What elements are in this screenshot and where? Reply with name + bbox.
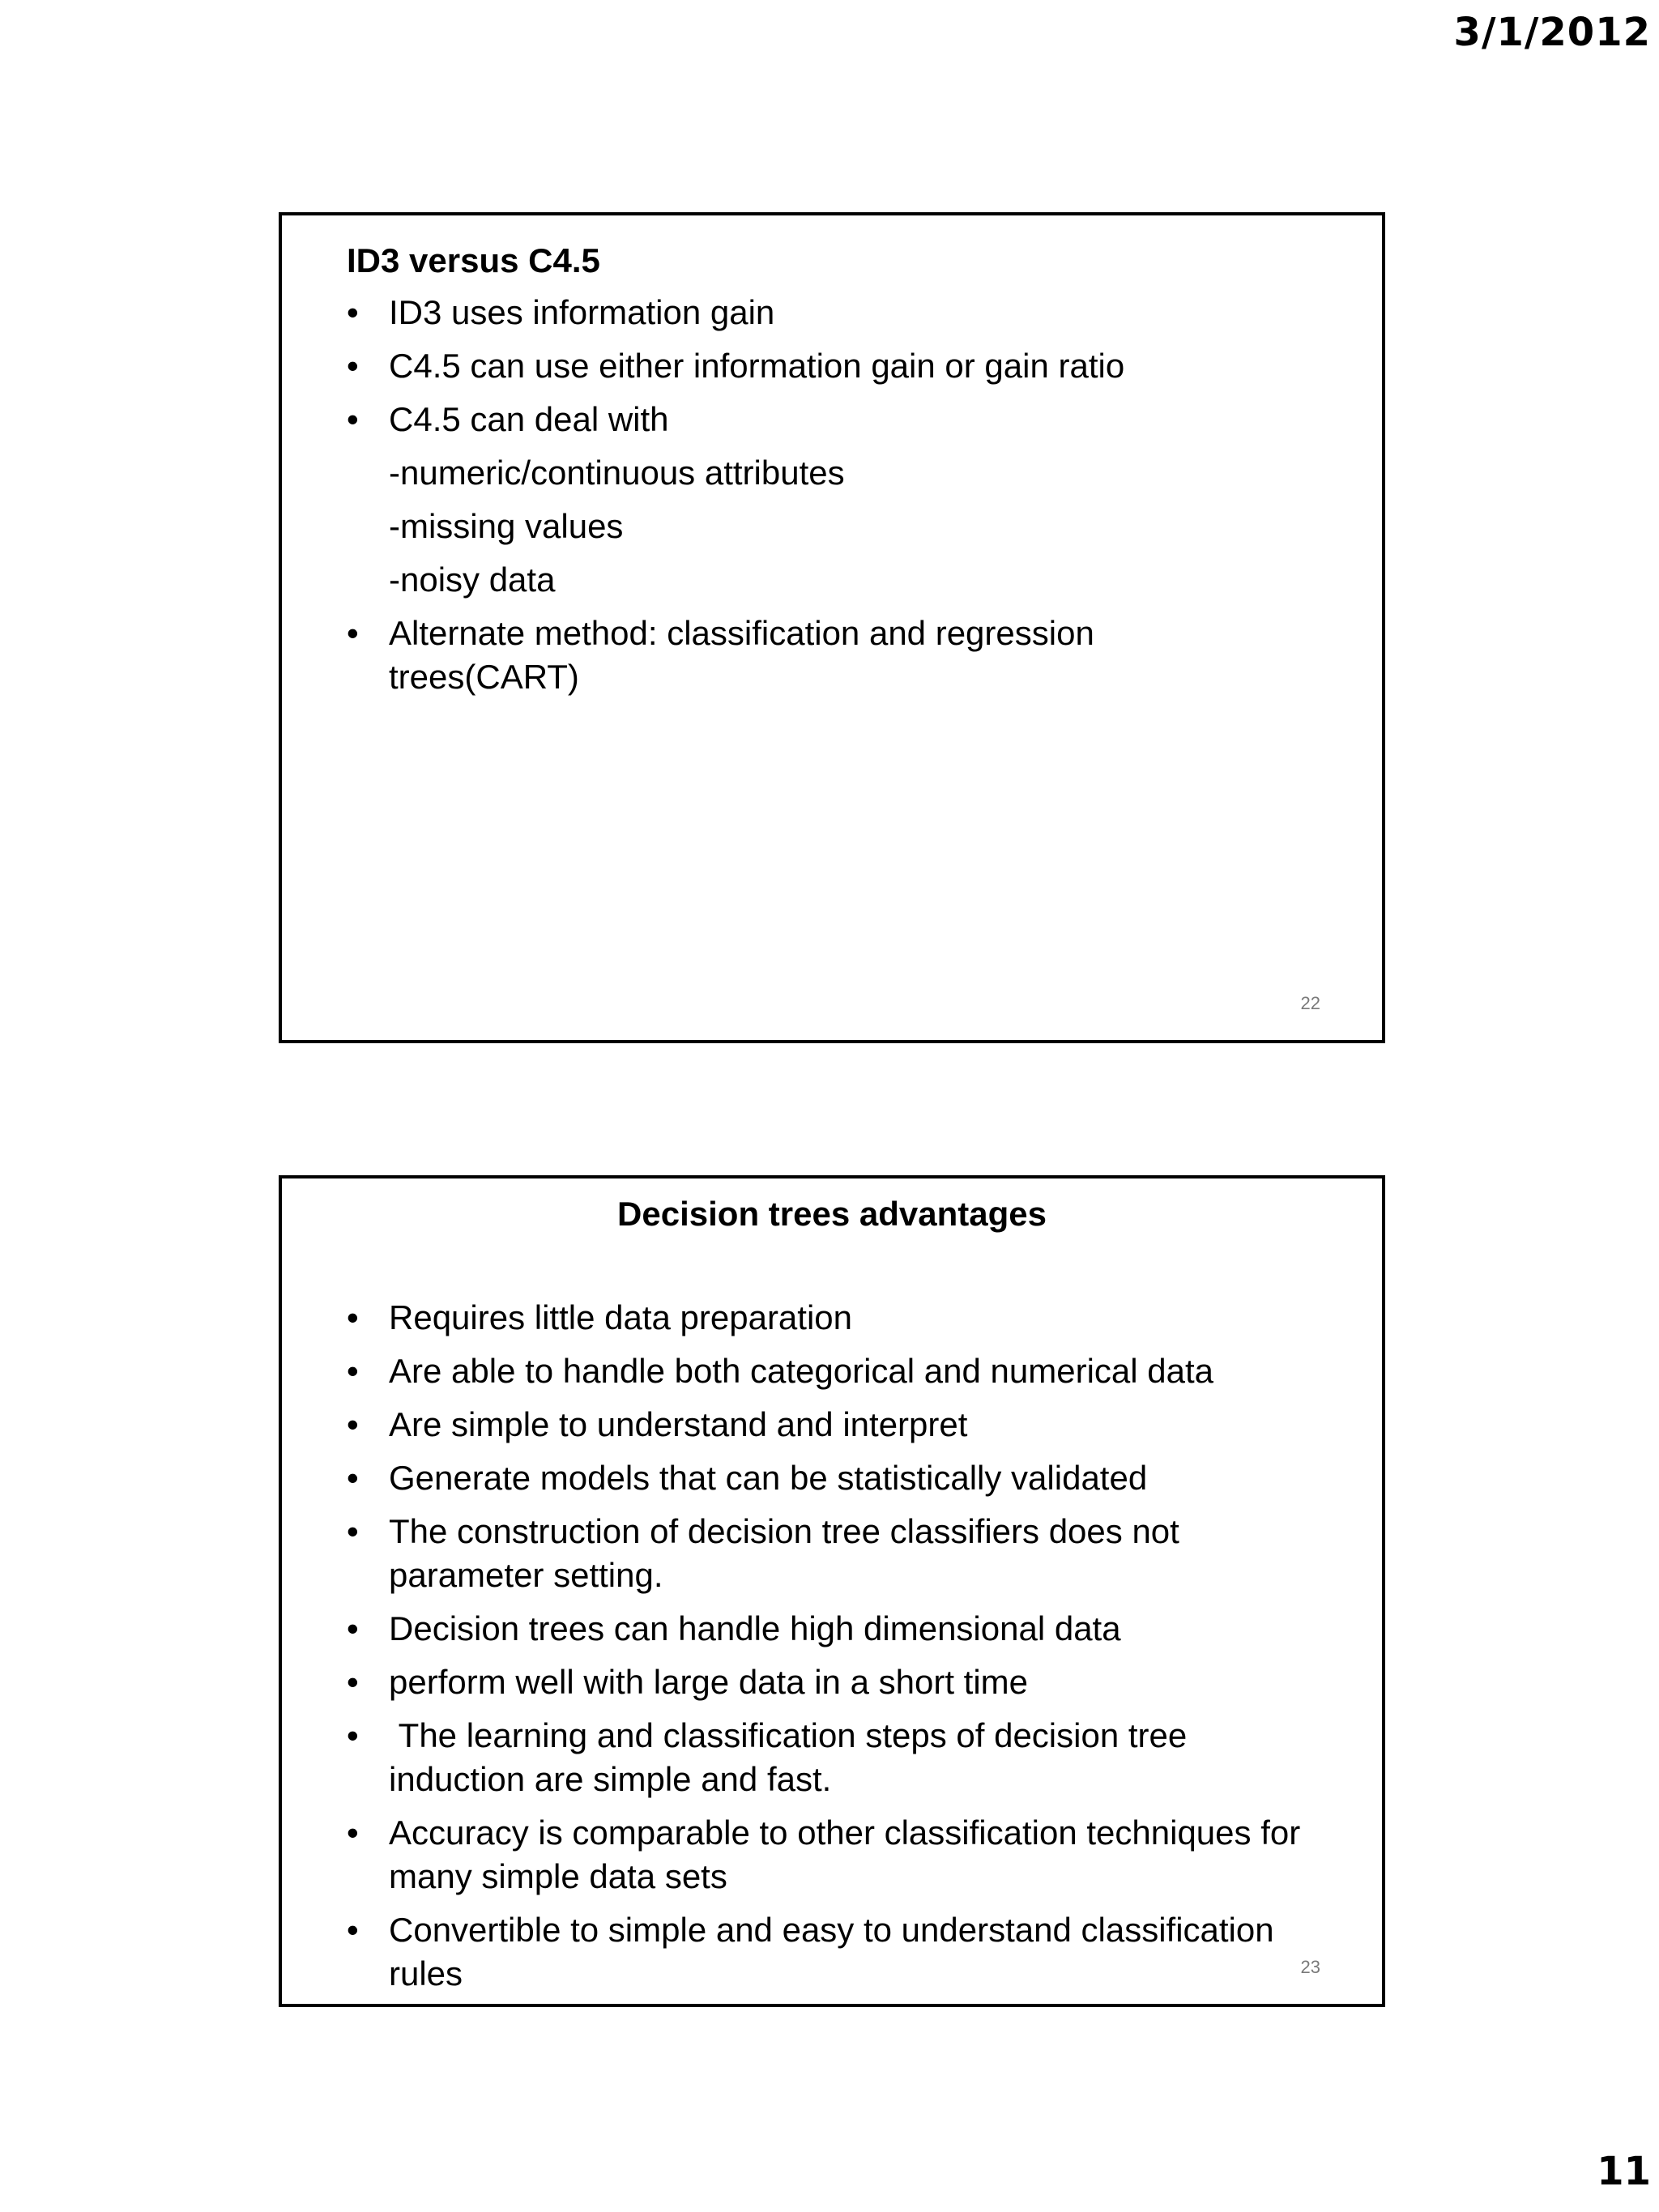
- list-item: • perform well with large data in a short time: [347, 1660, 1350, 1704]
- list-item: • Are able to handle both categorical and numerical data: [347, 1349, 1350, 1393]
- page-number: 11: [1597, 2149, 1651, 2194]
- bullet-list: [347, 1296, 1350, 2005]
- list-item: • C4.5 can use either information gain or gain ratio: [347, 344, 1350, 388]
- page-date: 3/1/2012: [1453, 10, 1651, 55]
- list-item: • Convertible to simple and easy to understand classification rules: [347, 1908, 1350, 1996]
- sub-list-item: -missing values: [389, 507, 624, 545]
- slide-number: 22: [1300, 993, 1320, 1013]
- slide-id3-vs-c45: [279, 212, 1385, 1043]
- list-item: • Accuracy is comparable to other classification techniques for many simple data sets: [347, 1811, 1350, 1899]
- list-item: • ID3 uses information gain: [347, 291, 1350, 335]
- slide-number: 23: [1300, 1957, 1320, 1977]
- list-item: • Decision trees can handle high dimensional data: [347, 1607, 1350, 1651]
- slide-title: Decision trees advantages: [617, 1195, 1047, 1233]
- list-item: • Are simple to understand and interpret: [347, 1403, 1350, 1447]
- list-item: • Requires little data preparation: [347, 1296, 1350, 1340]
- list-item: • The learning and classification steps of decision tree induction are simple and fast.: [347, 1714, 1350, 1801]
- list-item: • The construction of decision tree classifiers does not parameter setting.: [347, 1510, 1350, 1597]
- slide-decision-trees-advantages: [279, 1175, 1385, 2007]
- bullet-list: [347, 291, 1350, 709]
- slide-title: ID3 versus C4.5: [347, 241, 600, 279]
- list-item: • Generate models that can be statistically validated: [347, 1456, 1350, 1500]
- sub-list-item: -noisy data: [389, 560, 556, 599]
- list-item: • Alternate method: classification and regression trees(CART): [347, 612, 1350, 699]
- list-item: • C4.5 can deal with: [347, 398, 1350, 441]
- sub-list-item: -numeric/continuous attributes: [389, 454, 845, 492]
